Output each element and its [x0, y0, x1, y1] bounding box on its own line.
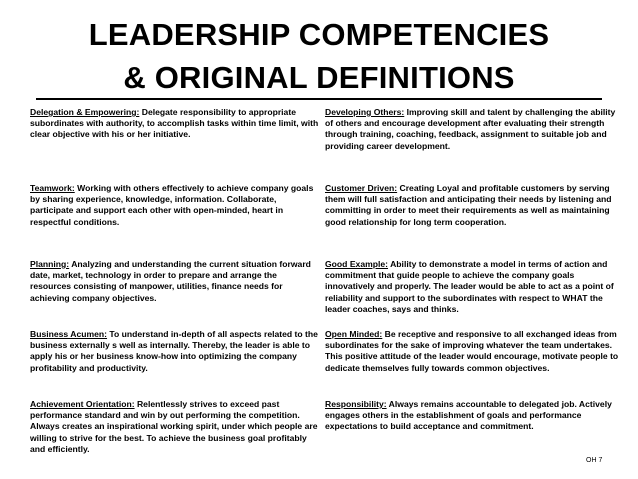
competency-definition: Creating Loyal and profitable customers by serving them will full satisfaction and anticipating their needs by listening and committing in order to meet their requirements as well as maintaining good relationship for long term cooperation. [325, 183, 612, 227]
competency-term: Good Example: [325, 259, 389, 269]
competency-developing-others [325, 107, 621, 152]
competency-definition: Relentlessly strives to exceed past performance standard and win by out performing the competition. Always creates an inspirational working spirit, under which people are willing to strive for the best. To achieve the business goal profitably and efficiently. [30, 399, 318, 454]
competency-planning [30, 259, 320, 304]
competency-customer-driven [325, 183, 621, 228]
competency-term: Delegation & Empowering: [30, 107, 140, 117]
competency-delegation [30, 107, 320, 141]
slide-number: OH 7 [586, 457, 603, 464]
competency-definition: Analyzing and understanding the current situation forward date, market, technology in order to prepare and arrange the resources consisting of manpower, utilities, finance needs for achieving company objectives. [30, 259, 311, 303]
competency-good-example [325, 259, 621, 315]
competency-definition: To understand in-depth of all aspects related to the business externally s well as internally. Thereby, the leader is able to apply his or her business know-how into optimizing the company profitability and productivity. [30, 329, 318, 373]
competency-term: Teamwork: [30, 183, 75, 193]
page-title-line-1: LEADERSHIP COMPETENCIES [88, 17, 550, 52]
competency-definition: Improving skill and talent by challenging the ability of others and encourage development after evaluating their strength through training, coaching, feedback, assignment to suitable job and providing career development. [325, 107, 616, 151]
competency-definition: Ability to demonstrate a model in terms of action and commitment that guide people to achieve the company goals innovatively and properly. The leader would be able to act as a point of reliability and support to the subordinates with respect to WHAT the leader coaches, says and thinks. [325, 259, 614, 314]
title-underline [36, 98, 602, 100]
competency-achievement-orientation [30, 399, 320, 455]
competency-term: Open Minded: [325, 329, 383, 339]
competency-term: Business Acumen: [30, 329, 108, 339]
competency-open-minded [325, 329, 621, 374]
competency-term: Planning: [30, 259, 70, 269]
competency-term: Customer Driven: [325, 183, 398, 193]
competency-definition: Be receptive and responsive to all exchanged ideas from subordinates for the sake of improving whatever the team undertakes. This positive attitude of the leader would encourage, motivate people to dedicate themselves fully towards common objectives. [325, 329, 619, 373]
competency-teamwork [30, 183, 320, 228]
competency-definition: Working with others effectively to achieve company goals by sharing experience, knowledge, information. Collaborate, participate and support each other with open-minded, heart in respectful conditions. [30, 183, 314, 227]
competency-term: Achievement Orientation: [30, 399, 135, 409]
competency-business-acumen [30, 329, 320, 374]
competency-responsibility [325, 399, 621, 433]
competency-term: Responsibility: [325, 399, 387, 409]
page-title-line-2: & ORIGINAL DEFINITIONS [123, 60, 515, 95]
competency-definition: Delegate responsibility to appropriate subordinates with authority, to accomplish tasks within time limit, with clear objective with his or her initiative. [30, 107, 319, 140]
competency-definition: Always remains accountable to delegated job. Actively engages others in the establishment of goals and performance expectations to build acceptance and commitment. [325, 399, 612, 432]
competency-term: Developing Others: [325, 107, 405, 117]
